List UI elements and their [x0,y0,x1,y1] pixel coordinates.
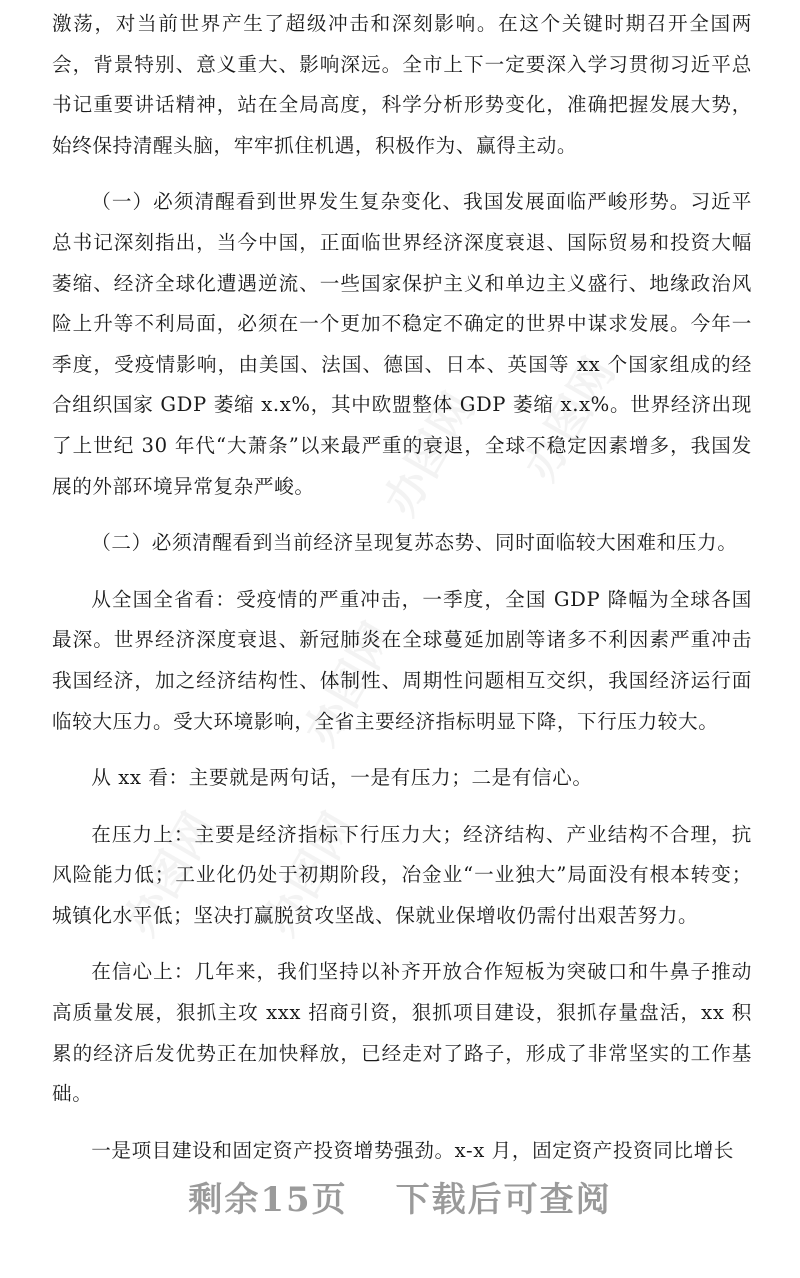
document-body [52,4,752,1187]
watermark: 办图网 [254,804,365,945]
download-prompt-banner[interactable] [0,1172,800,1221]
paragraph: 从全国全省看：受疫情的严重冲击，一季度，全国 GDP 降幅为全球各国最深。世界经济深度衰退、新冠肺炎在全球蔓延加剧等诸多不利因素严重冲击我国经济，加之经济结构性、体制性、周期性问题相互交织，我国经济运行面临较大压力。受大环境影响，全省主要经济指标明显下降，下行压力较大。 [52,587,752,733]
paragraph: 激荡，对当前世界产生了超级冲击和深刻影响。在这个关键时期召开全国两会，背景特别、意义重大、影响深远。全市上下一定要深入学习贯彻习近平总书记重要讲话精神，站在全局高度，科学分析形势变化，准确把握发展大势，始终保持清醒头脑，牢牢抓住机遇，积极作为、赢得主动。 [52,12,752,157]
paragraph-section-two: （二）必须清醒看到当前经济呈现复苏态势、同时面临较大困难和压力。 [91,531,738,555]
paragraph: 一是项目建设和固定资产投资增势强劲。x-x 月，固定资产投资同比增长 [91,1138,735,1162]
remaining-pages-label: 剩余15页 [188,1180,348,1220]
watermark: 办图网 [294,614,405,755]
watermark: 办图网 [514,349,625,490]
watermark: 办图网 [374,384,485,525]
download-to-view-label: 下载后可查阅 [395,1180,612,1220]
watermark: 办图网 [114,804,225,945]
paragraph: 从 xx 看：主要就是两句话，一是有压力；二是有信心。 [91,766,593,790]
paragraph-section-one: （一）必须清醒看到世界发生复杂变化、我国发展面临严峻形势。习近平总书记深刻指出，当今中国，正面临世界经济深度衰退、国际贸易和投资大幅萎缩、经济全球化遭遇逆流、一些国家保护主义和单边主义盛行、地缘政治风险上升等不利局面，必须在一个更加不稳定不确定的世界中谋求发展。今年一季度，受疫情影响，由美国、法国、德国、日本、英国等 xx 个国家组成的经合组织国家 GDP 萎缩 x.x%，其中欧盟整体 GDP 萎缩 x.x%。世界经济出现了上世纪 30 年代“大萧条”以来最严重的衰退，全球不稳定因素增多，我国发展的外部环境异常复杂严峻。 [52,190,752,498]
paragraph: 在信心上：几年来，我们坚持以补齐开放合作短板为突破口和牛鼻子推动高质量发展，狠抓主攻 xxx 招商引资，狠抓项目建设，狠抓存量盘活，xx 积累的经济后发优势正在加快释放，已经走对了路子，形成了非常坚实的工作基础。 [52,960,752,1106]
paragraph: 在压力上：主要是经济指标下行压力大；经济结构、产业结构不合理，抗风险能力低；工业化仍处于初期阶段，冶金业“一业独大”局面没有根本转变；城镇化水平低；坚决打赢脱贫攻坚战、保就业保增收仍需付出艰苦努力。 [52,822,752,927]
